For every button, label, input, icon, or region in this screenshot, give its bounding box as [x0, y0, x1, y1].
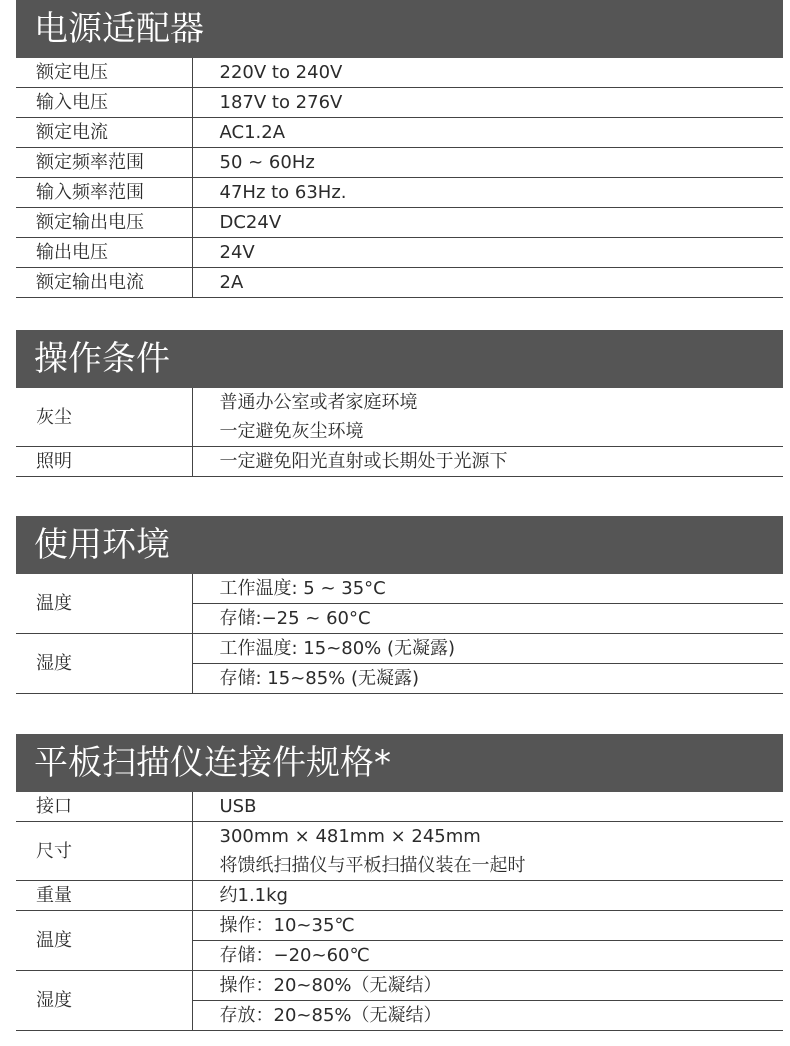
- power-adapter-table: [16, 58, 783, 298]
- operating-conditions-table: [16, 388, 783, 477]
- spec-label: 额定输出电压: [16, 208, 192, 238]
- table-row: [16, 208, 783, 238]
- power-adapter-section: [16, 0, 783, 298]
- spec-value: 存储：−20~60℃: [192, 941, 783, 971]
- spec-label: 温度: [16, 911, 192, 971]
- usage-environment-section: [16, 516, 783, 694]
- spec-label: 输入频率范围: [16, 178, 192, 208]
- spec-value: USB: [192, 792, 783, 822]
- spec-label: 照明: [16, 447, 192, 477]
- spec-label: 额定输出电流: [16, 268, 192, 298]
- spec-value: [192, 822, 783, 881]
- section-title-flatbed-connector: 平板扫描仪连接件规格*: [16, 734, 783, 792]
- flatbed-connector-section: [16, 734, 783, 1031]
- spec-label: 重量: [16, 881, 192, 911]
- spec-value: 存放：20~85%（无凝结）: [192, 1001, 783, 1031]
- spec-value: AC1.2A: [192, 118, 783, 148]
- table-row: [16, 822, 783, 881]
- spec-value: 操作：10~35℃: [192, 911, 783, 941]
- spec-label: 接口: [16, 792, 192, 822]
- table-row: [16, 88, 783, 118]
- table-row: [16, 388, 783, 447]
- spec-label: 湿度: [16, 634, 192, 694]
- table-row: [16, 148, 783, 178]
- spec-value: 2A: [192, 268, 783, 298]
- spec-label: 额定电流: [16, 118, 192, 148]
- spec-value: 工作温度: 15~80% (无凝露): [192, 634, 783, 664]
- spec-label: 输出电压: [16, 238, 192, 268]
- spec-value: 一定避免阳光直射或长期处于光源下: [192, 447, 783, 477]
- spec-label: 湿度: [16, 971, 192, 1031]
- spec-value: 187V to 276V: [192, 88, 783, 118]
- spec-label: 输入电压: [16, 88, 192, 118]
- spec-value: 工作温度: 5 ~ 35°C: [192, 574, 783, 604]
- spec-value-line: 将馈纸扫描仪与平板扫描仪装在一起时: [219, 855, 526, 876]
- table-row: [16, 574, 783, 604]
- table-row: [16, 971, 783, 1001]
- table-row: [16, 238, 783, 268]
- table-row: [16, 178, 783, 208]
- spec-value: 操作：20~80%（无凝结）: [192, 971, 783, 1001]
- spec-label: 灰尘: [16, 388, 192, 447]
- spec-value-line: 300mm × 481mm × 245mm: [219, 826, 481, 847]
- table-row: [16, 911, 783, 941]
- spec-value: DC24V: [192, 208, 783, 238]
- spec-value-line: 普通办公室或者家庭环境: [219, 392, 418, 413]
- usage-environment-table: [16, 574, 783, 694]
- section-title-operating-conditions: 操作条件: [16, 330, 783, 388]
- spec-value: 24V: [192, 238, 783, 268]
- spec-label: 温度: [16, 574, 192, 634]
- spec-label: 尺寸: [16, 822, 192, 881]
- table-row: [16, 118, 783, 148]
- spec-label: 额定电压: [16, 58, 192, 88]
- spec-value-line: 一定避免灰尘环境: [219, 421, 364, 442]
- spec-value: 约1.1kg: [192, 881, 783, 911]
- table-row: [16, 58, 783, 88]
- spec-value: 220V to 240V: [192, 58, 783, 88]
- spec-value: [192, 388, 783, 447]
- table-row: [16, 447, 783, 477]
- spec-value: 存储: 15~85% (无凝露): [192, 664, 783, 694]
- table-row: [16, 881, 783, 911]
- spec-value: 47Hz to 63Hz.: [192, 178, 783, 208]
- table-row: [16, 268, 783, 298]
- section-title-usage-environment: 使用环境: [16, 516, 783, 574]
- table-row: [16, 634, 783, 664]
- flatbed-connector-table: [16, 792, 783, 1031]
- spec-value: 50 ~ 60Hz: [192, 148, 783, 178]
- operating-conditions-section: [16, 330, 783, 477]
- table-row: [16, 792, 783, 822]
- spec-label: 额定频率范围: [16, 148, 192, 178]
- spec-value: 存储:−25 ~ 60°C: [192, 604, 783, 634]
- section-title-power-adapter: 电源适配器: [16, 0, 783, 58]
